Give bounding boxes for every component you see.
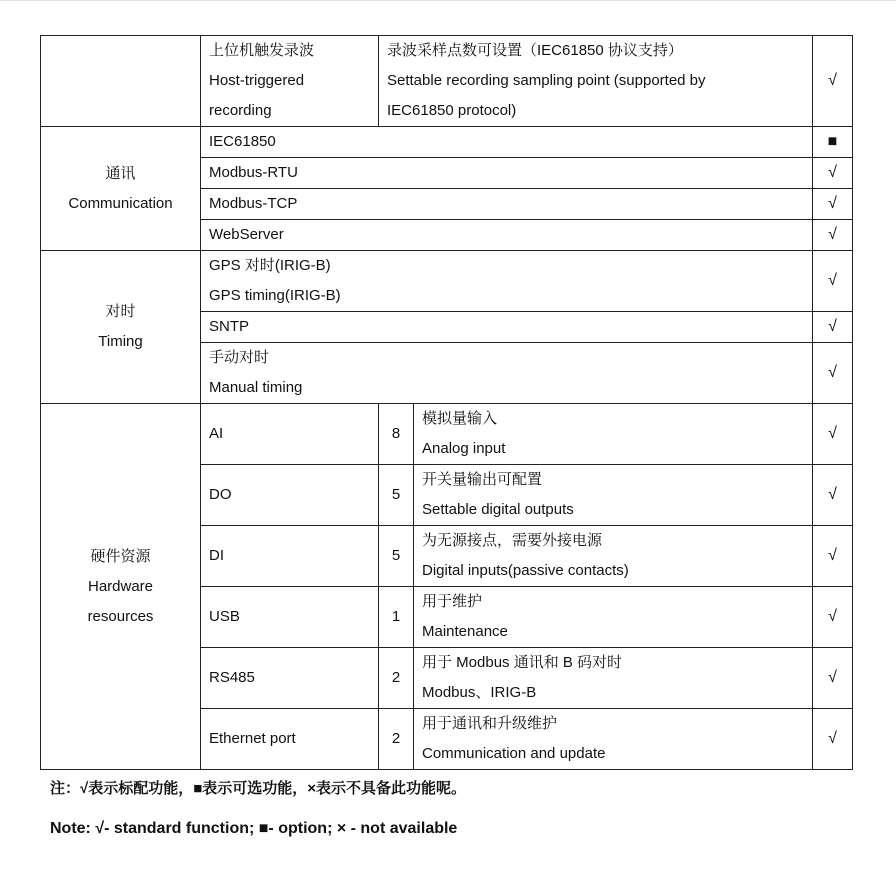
feature-desc-line: IEC61850 protocol): [387, 102, 517, 119]
feature-name-cn: GPS 对时(IRIG-B): [209, 257, 331, 274]
port-count-cell: 2: [379, 709, 414, 770]
standard-mark: √: [813, 587, 853, 648]
standard-mark: √: [813, 220, 853, 251]
standard-mark: √: [813, 36, 853, 127]
feature-name-en: Manual timing: [209, 379, 303, 396]
port-name-cell: AI: [201, 404, 379, 465]
top-divider: [0, 0, 896, 1]
legend-note-en: Note: √- standard function; ■- option; × - not available: [50, 820, 458, 837]
table-row: [41, 36, 853, 127]
port-desc-cn: 为无源接点，需要外接电源: [422, 532, 603, 549]
feature-name-en: recording: [209, 102, 272, 119]
category-communication: [41, 127, 201, 251]
feature-name-cell: IEC61850: [201, 127, 813, 158]
port-desc-en: Maintenance: [422, 623, 508, 640]
port-desc-cell: [414, 648, 813, 709]
table-row: [41, 127, 853, 158]
port-name-cell: DI: [201, 526, 379, 587]
feature-name-en: Host-triggered: [209, 72, 305, 89]
standard-mark: √: [813, 648, 853, 709]
port-desc-cn: 模拟量输入: [422, 410, 498, 427]
port-desc-cell: [414, 587, 813, 648]
category-label-en: Hardware: [87, 577, 154, 595]
port-name-cell: Ethernet port: [201, 709, 379, 770]
standard-mark: √: [813, 404, 853, 465]
category-label-en: Timing: [98, 333, 143, 350]
port-desc-en: Digital inputs(passive contacts): [422, 562, 629, 579]
standard-mark: √: [813, 526, 853, 587]
port-count-cell: 5: [379, 465, 414, 526]
empty-category-cell: [41, 36, 201, 127]
port-name-cell: RS485: [201, 648, 379, 709]
feature-desc-line: 录波采样点数可设置（IEC61850 协议支持）: [387, 42, 683, 59]
port-desc-en: Modbus、IRIG-B: [422, 684, 537, 701]
port-desc-en: Communication and update: [422, 745, 606, 762]
category-label-en: resources: [87, 607, 154, 625]
feature-name-en: GPS timing(IRIG-B): [209, 287, 341, 304]
port-name-cell: USB: [201, 587, 379, 648]
table-row: [41, 251, 853, 312]
port-desc-en: Settable digital outputs: [422, 501, 574, 518]
category-label-cn: 硬件资源: [90, 547, 151, 565]
legend-note-cn: 注：√表示标配功能，■表示可选功能，×表示不具备此功能呢。: [50, 780, 467, 797]
table-row: [41, 404, 853, 465]
standard-mark: √: [813, 158, 853, 189]
category-label-cn: 对时: [105, 303, 136, 320]
feature-name-cell: Modbus-RTU: [201, 158, 813, 189]
category-timing: [41, 251, 201, 404]
feature-name-cn: 上位机触发录波: [209, 42, 315, 59]
port-desc-cell: [414, 526, 813, 587]
port-desc-cell: [414, 709, 813, 770]
port-count-cell: 8: [379, 404, 414, 465]
standard-mark: √: [813, 312, 853, 343]
port-desc-cn: 用于 Modbus 通讯和 B 码对时: [422, 654, 623, 671]
category-label-en: Communication: [68, 194, 173, 212]
feature-name-cn: 手动对时: [209, 349, 270, 366]
feature-name-cell: SNTP: [201, 312, 813, 343]
standard-mark: √: [813, 189, 853, 220]
port-desc-cell: [414, 465, 813, 526]
port-desc-en: Analog input: [422, 440, 506, 457]
port-desc-cn: 用于通讯和升级维护: [422, 715, 558, 732]
feature-name-cell: [201, 251, 813, 312]
feature-desc-line: Settable recording sampling point (supported by: [387, 72, 706, 89]
feature-name-cell: Modbus-TCP: [201, 189, 813, 220]
port-desc-cn: 开关量输出可配置: [422, 471, 543, 488]
port-desc-cell: [414, 404, 813, 465]
feature-name-cell: WebServer: [201, 220, 813, 251]
standard-mark: √: [813, 709, 853, 770]
category-hardware: [41, 404, 201, 770]
port-name-cell: DO: [201, 465, 379, 526]
standard-mark: √: [813, 251, 853, 312]
standard-mark: √: [813, 465, 853, 526]
standard-mark: √: [813, 343, 853, 404]
feature-desc-cell: [379, 36, 813, 127]
port-count-cell: 2: [379, 648, 414, 709]
feature-table: [40, 35, 853, 770]
feature-name-cell: [201, 343, 813, 404]
category-label-cn: 通讯: [105, 164, 136, 182]
option-mark: ■: [813, 127, 853, 158]
port-desc-cn: 用于维护: [422, 593, 483, 610]
port-count-cell: 5: [379, 526, 414, 587]
port-count-cell: 1: [379, 587, 414, 648]
feature-name-cell: [201, 36, 379, 127]
